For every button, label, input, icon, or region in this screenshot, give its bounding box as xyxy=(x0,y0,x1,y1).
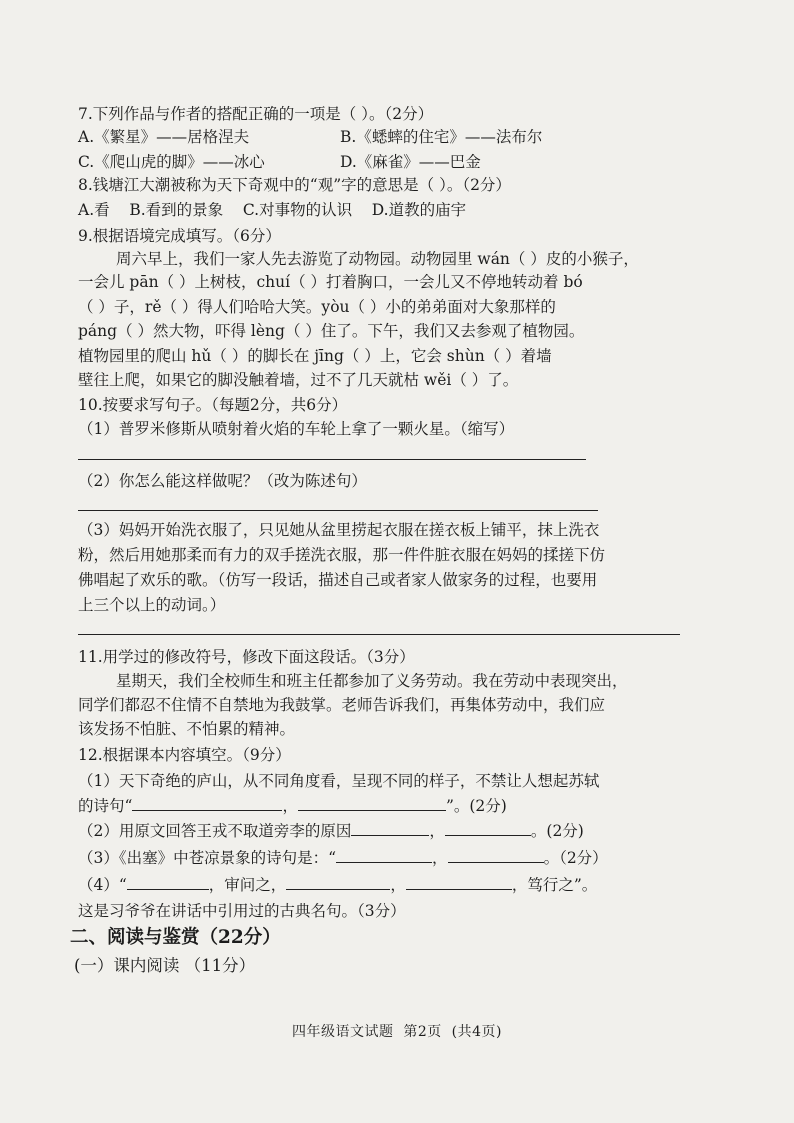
q12-item-4-comma: ， xyxy=(390,876,406,894)
q10-answer-line-1[interactable] xyxy=(78,459,586,460)
q8-stem: 8.钱塘江大潮被称为天下奇观中的“观”字的意思是（ ）。（2分） xyxy=(78,176,511,194)
q7-options-cd xyxy=(78,151,754,173)
q7-option-c: C.《爬山虎的脚》——冰心 xyxy=(78,153,265,171)
q12-item-2-prefix: （2）用原文回答王戎不取道旁李的原因 xyxy=(78,822,352,840)
q10-sentence-3c: 佛唱起了欢乐的歌。（仿写一段话，描述自己或者家人做家务的过程，也要用 xyxy=(78,571,598,589)
q12-item-1b-suffix: ”。(2分) xyxy=(445,797,507,815)
q9-line-5: 植物园里的爬山 hǔ（ ）的脚长在 jīng（ ）上，它会 shùn（ ）着墙 xyxy=(78,347,552,365)
q12-item-3-comma: ， xyxy=(432,849,448,867)
q12-item-2 xyxy=(78,820,754,842)
q12-item-1b xyxy=(78,795,754,817)
q7-stem: 7.下列作品与作者的搭配正确的一项是（ ）。（2分） xyxy=(78,105,434,123)
q12-item-1b-prefix: 的诗句“ xyxy=(78,797,133,815)
q7-option-b: B.《蟋蟀的住宅》——法布尔 xyxy=(340,128,543,146)
q12-item-1b-comma: ， xyxy=(282,797,298,815)
q9-stem: 9.根据语境完成填写。（6分） xyxy=(78,227,281,245)
q12-item-4-suffix: ，笃行之”。 xyxy=(511,876,598,894)
q9-line-1: 周六早上，我们一家人先去游览了动物园。动物园里 wán（ ）皮的小猴子， xyxy=(116,250,639,268)
q8-options: A.看 B.看到的景象 C.对事物的认识 D.道教的庙宇 xyxy=(78,201,467,219)
q12-item-2-comma: ， xyxy=(429,822,445,840)
q12-blank-5[interactable] xyxy=(336,847,432,863)
section-2-title: 二、阅读与鉴赏（22分） xyxy=(70,927,281,948)
q12-blank-2[interactable] xyxy=(298,795,446,811)
q10-answer-line-3[interactable] xyxy=(78,634,680,635)
q10-sentence-3d: 上三个以上的动词。） xyxy=(78,596,226,614)
q12-item-1a: （1）天下奇绝的庐山，从不同角度看，呈现不同的样子，不禁让人想起苏轼 xyxy=(78,772,600,790)
q7-options-ab xyxy=(78,126,754,148)
q10-sentence-3b: 粉，然后用她那柔而有力的双手搓洗衣服，那一件件脏衣服在妈妈的揉搓下仿 xyxy=(78,546,606,564)
q12-item-3 xyxy=(78,847,754,869)
q12-item-4-middle: ，审问之， xyxy=(208,876,287,894)
q12-blank-8[interactable] xyxy=(286,874,390,890)
q10-stem: 10.按要求写句子。（每题2分，共6分） xyxy=(78,396,348,414)
section-2-subtitle: (一）课内阅读 （11分） xyxy=(74,956,256,975)
q12-item-4-prefix: （4）“ xyxy=(78,876,127,894)
q12-item-3-suffix: 。（2分） xyxy=(543,849,608,867)
page-footer: 四年级语文试题 第2页 (共4页) xyxy=(291,1024,503,1040)
q12-blank-6[interactable] xyxy=(448,847,544,863)
q12-blank-7[interactable] xyxy=(127,874,209,890)
q9-line-6: 壁往上爬，如果它的脚没触着墙，过不了几天就枯 wěi（ ）了。 xyxy=(78,371,519,389)
q12-blank-1[interactable] xyxy=(132,795,282,811)
q10-sentence-3a: （3）妈妈开始洗衣服了，只见她从盆里捞起衣服在搓衣板上铺平，抹上洗衣 xyxy=(78,521,600,539)
q12-blank-3[interactable] xyxy=(351,820,429,836)
q12-blank-9[interactable] xyxy=(406,874,512,890)
q9-line-2: 一会儿 pān（ ）上树枝，chuí（ ）打着胸口，一会儿又不停地转动着 bó xyxy=(78,273,583,291)
q9-line-3: （ ）子，rě（ ）得人们哈哈大笑。yòu（ ）小的弟弟面对大象那样的 xyxy=(78,298,556,316)
q12-item-4 xyxy=(78,874,754,896)
q10-sentence-1: （1）普罗米修斯从喷射着火焰的车轮上拿了一颗火星。（缩写） xyxy=(78,420,515,438)
q12-item-2-suffix: 。(2分) xyxy=(530,822,584,840)
q10-answer-line-2[interactable] xyxy=(78,510,598,511)
q11-paragraph-2: 同学们都忍不住情不自禁地为我鼓掌。老师告诉我们，再集体劳动中，我们应 xyxy=(78,696,606,714)
q11-stem: 11.用学过的修改符号，修改下面这段话。（3分） xyxy=(78,648,415,666)
q12-blank-4[interactable] xyxy=(445,820,531,836)
q12-item-3-prefix: （3）《出塞》中苍凉景象的诗句是：“ xyxy=(78,849,337,867)
q12-item-4b: 这是习爷爷在讲话中引用过的古典名句。（3分） xyxy=(78,902,406,920)
q12-stem: 12.根据课本内容填空。（9分） xyxy=(78,746,291,764)
q11-paragraph-3: 该发扬不怕脏、不怕累的精神。 xyxy=(78,720,296,738)
q9-line-4: páng（ ）然大物，吓得 lèng（ ）住了。下午，我们又去参观了植物园。 xyxy=(78,322,585,340)
q11-paragraph-1: 星期天，我们全校师生和班主任都参加了义务劳动。我在劳动中表现突出， xyxy=(116,672,628,690)
q10-sentence-2: （2）你怎么能这样做呢？（改为陈述句） xyxy=(78,472,367,490)
q7-option-d: D.《麻雀》——巴金 xyxy=(340,153,481,171)
q7-option-a: A.《繁星》——居格涅夫 xyxy=(78,128,250,146)
